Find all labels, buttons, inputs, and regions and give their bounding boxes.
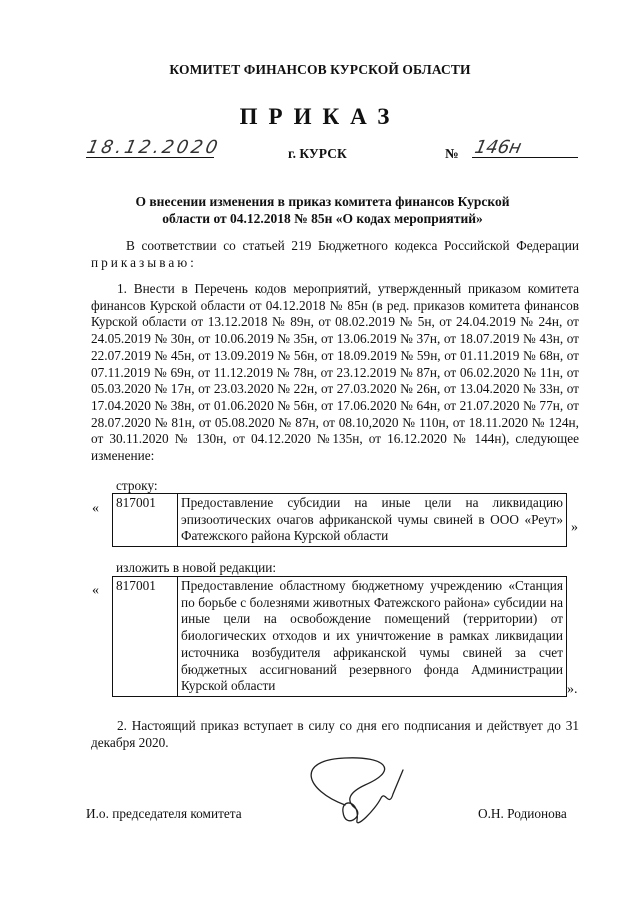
- paragraph-1: 1. Внести в Перечень кодов мероприятий, утвержденный приказом комитета финансов Курской области от 04.12.2018 № 85н (в ред. приказов комитета финансов Курской области от 13.12.2018 № 89н, от 08.02.2019 № 5н, от 24.04.2019 № 24н, от 24.05.2019 № 30н, от 10.06.2019 № 35н, от 13.06.2019 № 37н, от 18.07.2019 № 43н, от 22.07.2019 № 45н, от 13.09.2019 № 56н, от 18.09.2019 № 59н, от 01.11.2019 № 68н, от 07.11.2019 № 69н, от 11.12.2019 № 78н, от 23.12.2019 № 87н, от 06.02.2020 № 11н, от 05.03.2020 № 17н, от 23.03.2020 № 22н, от 27.03.2020 № 26н, от 13.04.2020 № 33н, от 17.04.2020 № 38н, от 01.06.2020 № 56н, от 17.06.2020 № 64н, от 21.07.2020 № 77н, от 28.07.2020 № 81н, от 05.08.2020 № 87н, от 08.10,2020 № 110н, от 18.11.2020 № 124н, от 30.11.2020 № 130н, от 04.12.2020 №135н, от 16.12.2020 № 144н), следующее изменение:: [91, 281, 579, 464]
- committee-heading: КОМИТЕТ ФИНАНСОВ КУРСКОЙ ОБЛАСТИ: [169, 62, 471, 77]
- old-row-code: 817001: [113, 494, 178, 547]
- city-label: г. КУРСК: [288, 146, 347, 161]
- old-row-open-quote: «: [92, 501, 99, 516]
- handwritten-signature: [285, 750, 415, 840]
- table-row: [113, 577, 567, 697]
- new-row-code: 817001: [113, 577, 178, 697]
- order-subject: О внесении изменения в приказ комитета финансов Курской области от 04.12.2018 № 85н «О кодах мероприятий»: [135, 194, 510, 226]
- preamble-text: В соответствии со статьей 219 Бюджетного кодекса Российской Федерации: [126, 238, 579, 253]
- preamble-paragraph: [91, 238, 579, 271]
- table-row: [113, 494, 567, 547]
- signer-title: И.о. председателя комитета: [86, 806, 242, 821]
- new-row-table: [112, 576, 567, 697]
- order-title: ПРИКАЗ: [239, 104, 401, 129]
- new-row-open-quote: «: [92, 583, 99, 598]
- signer-name: О.Н. Родионова: [478, 806, 567, 821]
- paragraph-2: 2. Настоящий приказ вступает в силу со дня его подписания и действует до 31 декабря 2020.: [91, 718, 579, 750]
- number-underline: [472, 157, 578, 158]
- new-row-description: Предоставление областному бюджетному учреждению «Станция по борьбе с болезнями животных Фатежского района» субсидии на иные цели на освобождение помещений (территории) от биологических отходов и их уничтожение в рамках ликвидации источника возбудителя африканской чумы свиней за счет бюджетных ассигнований резервного фонда Администрации Курской области: [178, 577, 567, 697]
- new-row-close-quote: ».: [567, 682, 578, 697]
- old-row-description: Предоставление субсидии на иные цели на ликвидацию эпизоотических очагов африканской чумы свиней в ООО «Реут» Фатежского района Курской области: [178, 494, 567, 547]
- number-label: №: [445, 146, 459, 161]
- date-underline: [86, 157, 214, 158]
- handwritten-number: 146н: [472, 137, 524, 158]
- new-edition-label: изложить в новой редакции:: [116, 560, 277, 575]
- order-verb: приказываю:: [91, 254, 197, 270]
- handwritten-date: 18.12.2020: [84, 137, 223, 158]
- row-label: строку:: [116, 478, 158, 493]
- old-row-close-quote: »: [571, 520, 578, 535]
- old-row-table: [112, 493, 567, 547]
